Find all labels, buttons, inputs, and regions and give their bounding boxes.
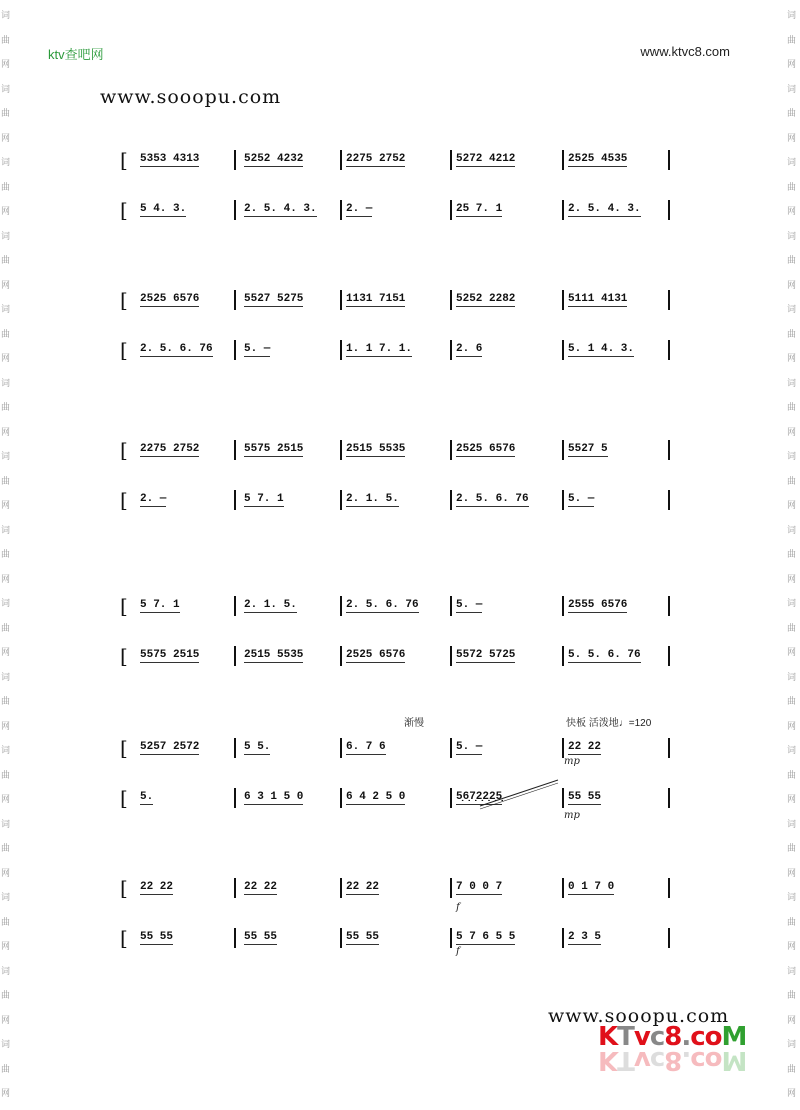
dynamic-f-lower: f xyxy=(456,946,460,957)
side-watermark-char: 网 xyxy=(787,1089,797,1099)
ritardando-marking: 渐慢 xyxy=(404,718,424,729)
measure: 2275 2752 xyxy=(140,443,200,455)
measure: 2. 1. 5. xyxy=(346,493,399,505)
dynamic-mp-lower: mp xyxy=(564,810,580,821)
side-watermark-char: 曲 xyxy=(787,109,797,119)
barline xyxy=(340,340,342,360)
side-watermark-char: 词 xyxy=(787,599,797,609)
side-watermark-char: 网 xyxy=(787,721,797,732)
barline xyxy=(234,738,236,758)
barline xyxy=(562,340,564,360)
side-watermark-char: 网 xyxy=(787,133,797,144)
ktvc8-logo-reflection: KTvc8.coM xyxy=(598,1045,747,1075)
measure: 22 22 xyxy=(346,881,380,893)
side-watermark-char: 词 xyxy=(1,672,11,683)
measure: 2. 5. 6. 76 xyxy=(346,599,419,611)
barline xyxy=(340,878,342,898)
measure: 5111 4131 xyxy=(568,293,628,305)
side-watermark-char: 曲 xyxy=(1,256,11,266)
side-watermark-char: 词 xyxy=(787,158,797,168)
side-watermark-char: 网 xyxy=(1,1089,11,1099)
side-watermark-char: 词 xyxy=(787,84,797,95)
side-watermark-char: 词 xyxy=(1,231,11,242)
staff-upper xyxy=(0,594,800,618)
side-watermark-char: 曲 xyxy=(787,917,797,928)
measure: 5. 1 4. 3. xyxy=(568,343,635,355)
measure: 5252 2282 xyxy=(456,293,516,305)
measure: 2. 5. 4. 3. xyxy=(244,203,317,215)
side-watermark-char: 词 xyxy=(1,1040,11,1050)
system-bracket: [ xyxy=(120,338,128,362)
staff-lower xyxy=(0,786,800,810)
measure: 2. 5. 6. 76 xyxy=(140,343,213,355)
measure: 2. — xyxy=(346,203,373,215)
barline xyxy=(234,788,236,808)
side-watermark-char: 词 xyxy=(1,746,11,756)
measure: 55 55 xyxy=(568,791,602,803)
barline xyxy=(340,290,342,310)
measure: 7 0 0 7 xyxy=(456,881,503,893)
staff-lower xyxy=(0,338,800,362)
measure: 5. — xyxy=(456,741,483,753)
barline xyxy=(450,878,452,898)
measure: 5353 4313 xyxy=(140,153,200,165)
side-watermark-char: 曲 xyxy=(787,844,797,854)
side-watermark-char: 词 xyxy=(787,1040,797,1050)
barline xyxy=(340,150,342,170)
side-watermark-char: 曲 xyxy=(787,403,797,413)
header-site-url: www.ktvc8.com xyxy=(640,44,730,59)
tempo-marking: 快板 活泼地♩=120 xyxy=(566,718,652,729)
side-watermark-char: 曲 xyxy=(787,329,797,340)
system-bracket: [ xyxy=(120,736,128,760)
measure: 55 55 xyxy=(346,931,380,943)
measure: 2515 5535 xyxy=(244,649,304,661)
side-watermark-char: 曲 xyxy=(787,697,797,707)
staff-upper xyxy=(0,288,800,312)
system-bracket: [ xyxy=(120,488,128,512)
side-watermark-char: 网 xyxy=(1,574,11,585)
measure: 5527 5 xyxy=(568,443,608,455)
barline xyxy=(340,490,342,510)
staff-upper xyxy=(0,876,800,900)
side-watermark-char: 词 xyxy=(787,672,797,683)
side-watermark-char: 网 xyxy=(1,354,11,364)
measure: 5. — xyxy=(568,493,595,505)
barline xyxy=(340,646,342,666)
measure: 25 7. 1 xyxy=(456,203,503,215)
side-watermark-char: 曲 xyxy=(1,182,11,193)
site-watermark-bottom: www.sooopu.com xyxy=(548,1005,730,1027)
side-watermark-char: 词 xyxy=(787,11,797,21)
side-watermark-char: 网 xyxy=(1,280,11,291)
barline xyxy=(562,738,564,758)
barline xyxy=(450,340,452,360)
side-watermark-char: 词 xyxy=(1,819,11,830)
measure: 2. 1. 5. xyxy=(244,599,297,611)
barline xyxy=(668,596,670,616)
staff-lower xyxy=(0,644,800,668)
side-watermark-char: 网 xyxy=(1,60,11,70)
side-watermark-char: 词 xyxy=(1,158,11,168)
measure: 2515 5535 xyxy=(346,443,406,455)
barline xyxy=(340,200,342,220)
side-watermark-char: 曲 xyxy=(1,476,11,487)
side-watermark-char: 网 xyxy=(787,574,797,585)
barline xyxy=(668,878,670,898)
side-watermark-char: 网 xyxy=(1,207,11,217)
system-bracket: [ xyxy=(120,288,128,312)
side-watermark-char: 词 xyxy=(787,819,797,830)
side-watermark-char: 词 xyxy=(1,452,11,462)
barline xyxy=(450,440,452,460)
side-watermark-char: 曲 xyxy=(787,476,797,487)
measure: 2525 6576 xyxy=(140,293,200,305)
barline xyxy=(562,928,564,948)
side-watermark-char: 曲 xyxy=(787,35,797,46)
side-watermark-char: 词 xyxy=(787,452,797,462)
barline xyxy=(340,738,342,758)
side-watermark-char: 网 xyxy=(1,1015,11,1026)
barline xyxy=(234,440,236,460)
side-watermark-char: 曲 xyxy=(787,550,797,560)
header-site-name: ktv查吧网 xyxy=(48,47,104,62)
side-watermark-char: 网 xyxy=(1,133,11,144)
system-bracket: [ xyxy=(120,148,128,172)
side-watermark-char: 词 xyxy=(787,231,797,242)
dynamic-f-upper: f xyxy=(456,902,460,913)
measure: 55 55 xyxy=(244,931,278,943)
measure: 2525 4535 xyxy=(568,153,628,165)
side-watermark-char: 词 xyxy=(787,305,797,315)
measure: 6 4 2 5 0 xyxy=(346,791,406,803)
measure: 2. 5. 4. 3. xyxy=(568,203,641,215)
side-watermark-char: 曲 xyxy=(1,991,11,1001)
measure: 22 22 xyxy=(244,881,278,893)
site-watermark-top: www.sooopu.com xyxy=(100,86,282,108)
side-watermark-char: 网 xyxy=(787,207,797,217)
barline xyxy=(450,200,452,220)
barline xyxy=(234,200,236,220)
staff-lower xyxy=(0,926,800,950)
barline xyxy=(234,490,236,510)
barline xyxy=(668,440,670,460)
side-watermark-char: 曲 xyxy=(1,109,11,119)
measure: 5 4. 3. xyxy=(140,203,187,215)
side-watermark-char: 网 xyxy=(787,60,797,70)
side-watermark-char: 曲 xyxy=(1,844,11,854)
staff-upper xyxy=(0,736,800,760)
system-bracket: [ xyxy=(120,876,128,900)
measure: 2525 6576 xyxy=(346,649,406,661)
system-bracket: [ xyxy=(120,644,128,668)
side-watermark-char: 网 xyxy=(1,501,11,511)
barline xyxy=(234,596,236,616)
measure: 2 3 5 xyxy=(568,931,602,943)
barline xyxy=(234,150,236,170)
side-watermark-char: 词 xyxy=(1,305,11,315)
side-watermark-char: 网 xyxy=(787,648,797,658)
side-watermark-char: 网 xyxy=(1,648,11,658)
side-watermark-char: 网 xyxy=(1,427,11,438)
barline xyxy=(668,490,670,510)
side-watermark-char: 网 xyxy=(787,280,797,291)
barline xyxy=(668,928,670,948)
side-watermark-char: 曲 xyxy=(787,770,797,781)
system-bracket: [ xyxy=(120,198,128,222)
measure: 5. 5. 6. 76 xyxy=(568,649,641,661)
measure: 2275 2752 xyxy=(346,153,406,165)
barline xyxy=(562,788,564,808)
side-watermark-char: 曲 xyxy=(1,770,11,781)
barline xyxy=(668,150,670,170)
side-watermark-char: 网 xyxy=(787,427,797,438)
side-watermark-char: 网 xyxy=(1,942,11,952)
barline xyxy=(340,596,342,616)
measure: 0 1 7 0 xyxy=(568,881,615,893)
measure: 5. — xyxy=(244,343,271,355)
barline xyxy=(562,440,564,460)
measure: 5252 4232 xyxy=(244,153,304,165)
measure: 5257 2572 xyxy=(140,741,200,753)
staff-upper xyxy=(0,438,800,462)
measure: 22 22 xyxy=(140,881,174,893)
measure: 5 5. xyxy=(244,741,271,753)
barline xyxy=(562,596,564,616)
barline xyxy=(562,200,564,220)
barline xyxy=(234,646,236,666)
measure: 5527 5275 xyxy=(244,293,304,305)
barline xyxy=(340,788,342,808)
barline xyxy=(234,928,236,948)
barline xyxy=(450,928,452,948)
side-watermark-char: 曲 xyxy=(787,182,797,193)
side-watermark-char: 网 xyxy=(787,795,797,805)
side-watermark-char: 曲 xyxy=(1,329,11,340)
measure: 1131 7151 xyxy=(346,293,406,305)
side-watermark-char: 词 xyxy=(1,893,11,903)
barline xyxy=(234,878,236,898)
side-watermark-char: 曲 xyxy=(1,550,11,560)
barline xyxy=(234,290,236,310)
system-bracket: [ xyxy=(120,594,128,618)
measure: 6 3 1 5 0 xyxy=(244,791,304,803)
measure: 5. — xyxy=(456,599,483,611)
side-watermark-char: 词 xyxy=(1,378,11,389)
measure: 2555 6576 xyxy=(568,599,628,611)
barline xyxy=(340,928,342,948)
side-watermark-char: 词 xyxy=(1,11,11,21)
staff-lower xyxy=(0,198,800,222)
barline xyxy=(450,490,452,510)
glissando-line xyxy=(478,778,562,810)
system-bracket: [ xyxy=(120,438,128,462)
barline xyxy=(562,878,564,898)
measure: 2. 5. 6. 76 xyxy=(456,493,529,505)
side-watermark-char: 网 xyxy=(787,942,797,952)
measure: 5 7. 1 xyxy=(140,599,180,611)
measure: 5 7 6 5 5 xyxy=(456,931,516,943)
barline xyxy=(234,340,236,360)
side-watermark-char: 曲 xyxy=(787,623,797,634)
barline xyxy=(450,290,452,310)
staff-upper xyxy=(0,148,800,172)
side-watermark-char: 曲 xyxy=(1,1064,11,1075)
measure: 55 55 xyxy=(140,931,174,943)
barline xyxy=(562,490,564,510)
side-watermark-char: 曲 xyxy=(787,256,797,266)
side-watermark-char: 曲 xyxy=(787,991,797,1001)
barline xyxy=(562,646,564,666)
side-watermark-char: 曲 xyxy=(1,697,11,707)
side-watermark-char: 词 xyxy=(787,378,797,389)
side-watermark-char: 词 xyxy=(1,599,11,609)
side-watermark-char: 网 xyxy=(787,354,797,364)
side-watermark-char: 词 xyxy=(787,893,797,903)
barline xyxy=(450,596,452,616)
side-watermark-char: 网 xyxy=(1,868,11,879)
barline xyxy=(668,200,670,220)
measure: 6. 7 6 xyxy=(346,741,386,753)
staff-lower xyxy=(0,488,800,512)
barline xyxy=(668,290,670,310)
side-watermark-char: 词 xyxy=(1,525,11,536)
side-watermark-char: 词 xyxy=(787,746,797,756)
barline xyxy=(668,738,670,758)
measure: 5272 4212 xyxy=(456,153,516,165)
measure: 1. 1 7. 1. xyxy=(346,343,413,355)
barline xyxy=(450,738,452,758)
side-watermark-char: 曲 xyxy=(1,917,11,928)
side-watermark-char: 曲 xyxy=(787,1064,797,1075)
measure: 2525 6576 xyxy=(456,443,516,455)
measure: 22 22 xyxy=(568,741,602,753)
side-watermark-char: 网 xyxy=(787,1015,797,1026)
side-watermark-char: 词 xyxy=(1,966,11,977)
barline xyxy=(668,788,670,808)
side-watermark-char: 词 xyxy=(787,525,797,536)
ktvc8-logo: KTvc8.coM xyxy=(598,1022,747,1052)
measure: 5575 2515 xyxy=(140,649,200,661)
system-bracket: [ xyxy=(120,926,128,950)
measure: 5572 5725 xyxy=(456,649,516,661)
side-watermark-char: 曲 xyxy=(1,403,11,413)
side-watermark-char: 词 xyxy=(787,966,797,977)
barline xyxy=(450,646,452,666)
measure: 5̣6̣7̣2̣2̣2̣5̣ xyxy=(456,791,503,803)
side-watermark-char: 词 xyxy=(1,84,11,95)
side-watermark-char: 网 xyxy=(787,868,797,879)
measure: 5 7. 1 xyxy=(244,493,284,505)
system-bracket: [ xyxy=(120,786,128,810)
measure: 5575 2515 xyxy=(244,443,304,455)
side-watermark-char: 网 xyxy=(787,501,797,511)
dynamic-mp-upper: mp xyxy=(564,756,580,767)
measure: 5. xyxy=(140,791,154,803)
side-watermark-char: 曲 xyxy=(1,623,11,634)
side-watermark-char: 网 xyxy=(1,795,11,805)
barline xyxy=(668,340,670,360)
barline xyxy=(562,150,564,170)
barline xyxy=(340,440,342,460)
barline xyxy=(450,150,452,170)
barline xyxy=(450,788,452,808)
barline xyxy=(668,646,670,666)
barline xyxy=(562,290,564,310)
measure: 2. 6 xyxy=(456,343,483,355)
side-watermark-char: 曲 xyxy=(1,35,11,46)
measure: 2. — xyxy=(140,493,167,505)
side-watermark-char: 网 xyxy=(1,721,11,732)
